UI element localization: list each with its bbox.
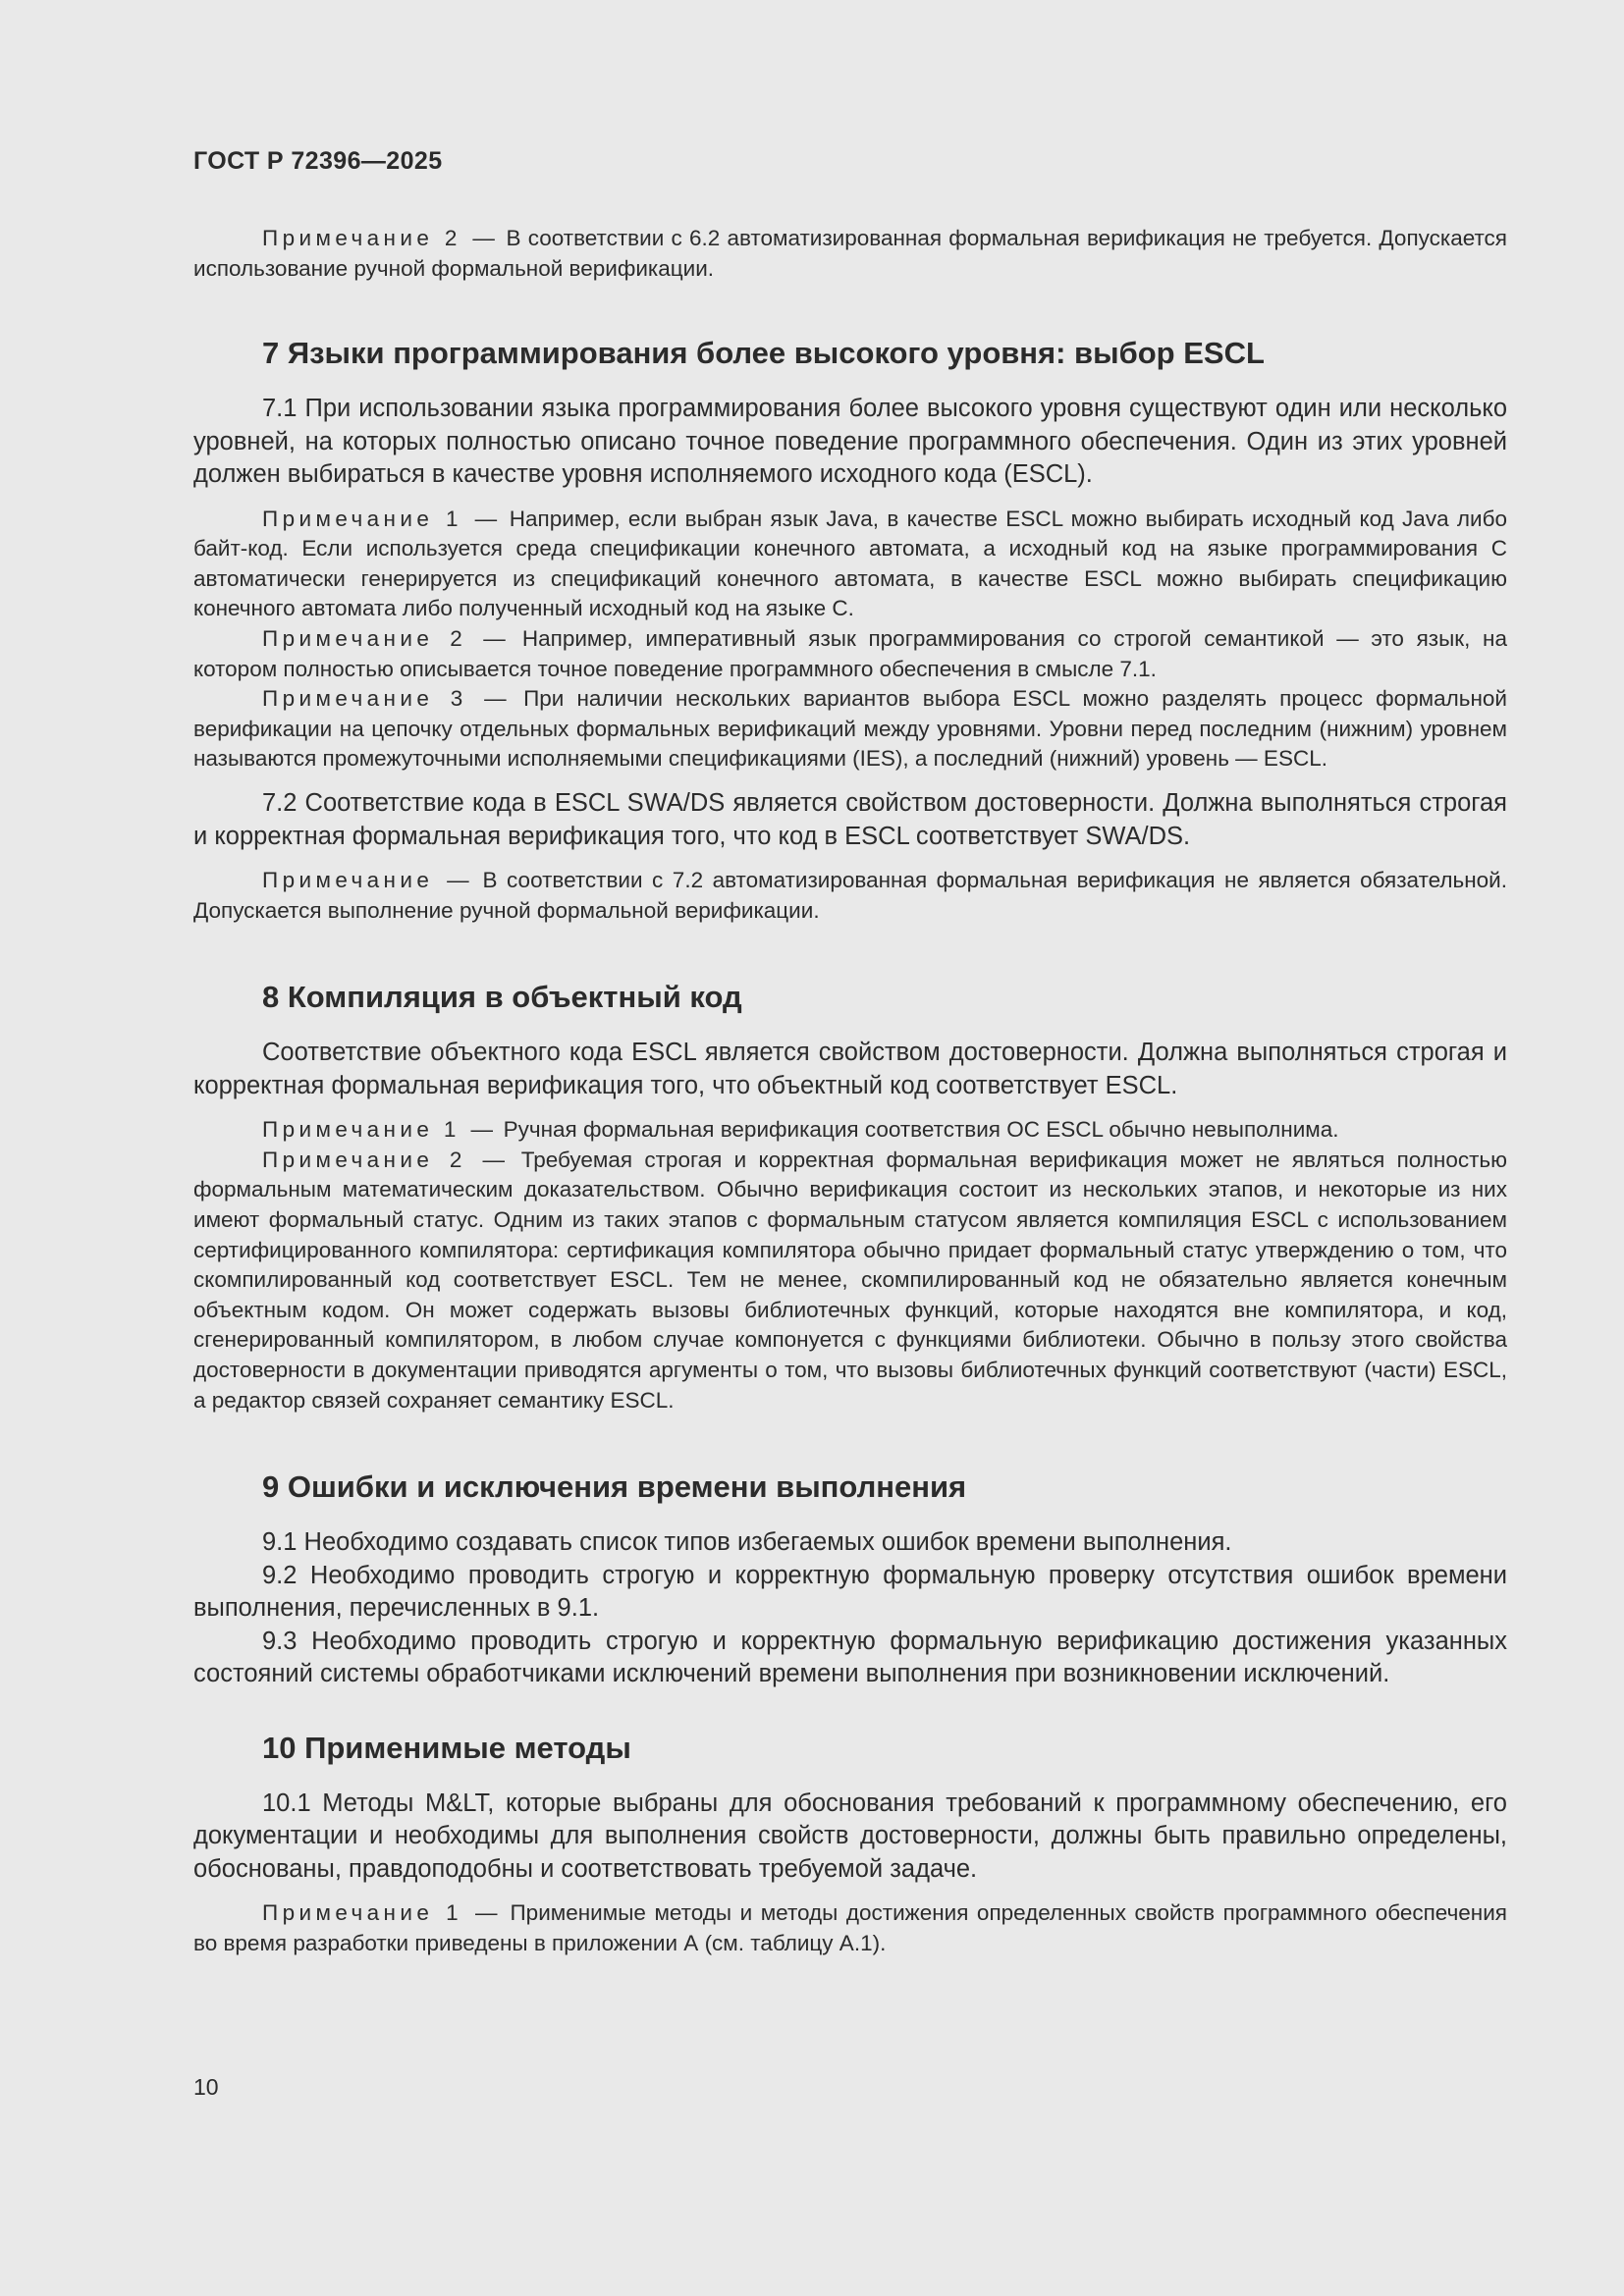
note-text: Например, императивный язык программирования со строгой семантикой — это язык, на котором полностью описывается точное поведение программного обеспечения в смысле 7.1.: [193, 626, 1507, 681]
note-paragraph: [193, 224, 1507, 284]
note-paragraph: [193, 684, 1507, 774]
note-text: При наличии нескольких вариантов выбора ESCL можно разделять процесс формальной верификации на цепочку отдельных формальных верификаций между уровнями. Уровни перед последним (нижним) уровнем называются промежуточными исполняемыми спецификациями (IES), а последний (нижний) уровень — ESCL.: [193, 686, 1507, 772]
page-number: 10: [193, 2074, 219, 2100]
body-paragraph: 10.1 Методы M&LT, которые выбраны для обоснования требований к программному обеспечению, его документации и необходимы для выполнения свойств достоверности, должны быть правильно определены, обоснованы, правдоподобны и соответствовать требуемой задаче.: [193, 1789, 1507, 1883]
section-heading: 8 Компиляция в объектный код: [262, 980, 742, 1015]
note-label: Примечание —: [262, 868, 474, 893]
note-label: Примечание 2 —: [262, 1147, 510, 1172]
section-heading: 9 Ошибки и исключения времени выполнения: [262, 1469, 967, 1505]
body-paragraph: 7.1 При использовании языка программирования более высокого уровня существуют один или несколько уровней, на которых полностью описано точное поведение программного обеспечения. Один из этих уровней должен выбираться в качестве уровня исполняемого исходного кода (ESCL).: [193, 395, 1507, 489]
note-text: В соответствии с 6.2 автоматизированная формальная верификация не требуется. Допускается использование ручной формальной верификации.: [193, 226, 1507, 281]
note-paragraph: [193, 505, 1507, 624]
note-text: Ручная формальная верификация соответствия ОС ESCL обычно невыполнима.: [497, 1117, 1339, 1143]
section-heading: 10 Применимые методы: [262, 1730, 631, 1765]
note-text: Применимые методы и методы достижения определенных свойств программного обеспечения во время разработки приведены в приложении А (см. таблицу А.1).: [193, 1900, 1507, 1955]
body-paragraph: Соответствие объектного кода ESCL является свойством достоверности. Должна выполняться строгая и корректная формальная верификация того, что объектный код соответствует ESCL.: [193, 1039, 1507, 1099]
body-paragraph: 9.1 Необходимо создавать список типов избегаемых ошибок времени выполнения.: [262, 1528, 1232, 1557]
note-paragraph: [193, 1898, 1507, 1958]
body-paragraph: 9.3 Необходимо проводить строгую и корректную формальную верификацию достижения указанных состояний системы обработчиками исключений времени выполнения при возникновении исключений.: [193, 1627, 1507, 1688]
document-header: ГОСТ Р 72396—2025: [193, 147, 443, 175]
body-paragraph: 7.2 Соответствие кода в ESCL SWA/DS является свойством достоверности. Должна выполняться строгая и корректная формальная верификация того, что код в ESCL соответствует SWA/DS.: [193, 789, 1507, 850]
note-label: Примечание 3 —: [262, 686, 512, 712]
section-heading: 7 Языки программирования более высокого уровня: выбор ESCL: [262, 336, 1265, 371]
note-label: Примечание 2 —: [262, 226, 500, 250]
body-paragraph: 9.2 Необходимо проводить строгую и корректную формальную проверку отсутствия ошибок времени выполнения, перечисленных в 9.1.: [193, 1561, 1507, 1623]
note-paragraph: [193, 1115, 1507, 1146]
note-text: В соответствии с 7.2 автоматизированная формальная верификация не является обязательной. Допускается выполнение ручной формальной верификации.: [193, 868, 1507, 923]
note-paragraph: [193, 1146, 1507, 1415]
note-label: Примечание 1 —: [262, 506, 502, 531]
note-label: Примечание 1 —: [262, 1117, 498, 1143]
note-text: Например, если выбран язык Java, в качестве ESCL можно выбирать исходный код Java либо байт-код. Если используется среда спецификации конечного автомата, а исходный код на языке программирования C автоматически генерируется из спецификаций конечного автомата, в качестве ESCL можно выбирать спецификацию конечного автомата либо полученный исходный код на языке C.: [193, 506, 1507, 621]
note-text: Требуемая строгая и корректная формальная верификация может не являться полностью формальным математическим доказательством. Обычно верификация состоит из нескольких этапов, и некоторые из них имеют формальный статус. Одним из таких этапов с формальным статусом является компиляция ESCL с использованием сертифицированного компилятора: сертификация компилятора обычно придает формальный статус утверждению о том, что скомпилированный код соответствует ESCL. Тем не менее, скомпилированный код не обязательно является конечным объектным кодом. Он может содержать вызовы библиотечных функций, которые находятся вне компилятора, и код, сгенерированный компилятором, в любом случае компонуется с функциями библиотеки. Обычно в пользу этого свойства достоверности в документации приводятся аргументы о том, что вызовы библиотечных функций соответствуют (части) ESCL, а редактор связей сохраняет семантику ESCL.: [193, 1147, 1507, 1413]
note-label: Примечание 2 —: [262, 626, 511, 652]
note-paragraph: [193, 624, 1507, 684]
note-paragraph: [193, 866, 1507, 926]
page-content: [193, 224, 1507, 1958]
note-label: Примечание 1 —: [262, 1900, 502, 1926]
